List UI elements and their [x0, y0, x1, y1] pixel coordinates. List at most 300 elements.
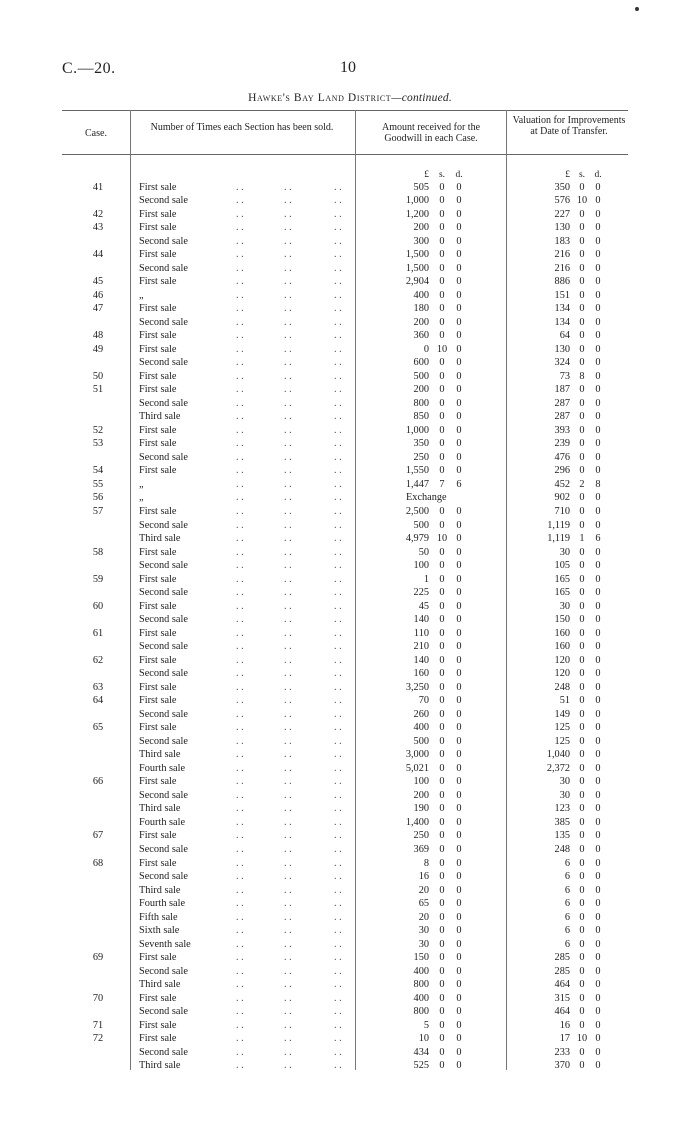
- valuation-shillings: 2: [579, 478, 585, 490]
- goodwill-pence: 0: [456, 884, 462, 896]
- goodwill-shillings: 0: [439, 1046, 445, 1058]
- valuation-pence: 0: [595, 627, 601, 639]
- table-row: Second sale . . . . . . 210 0 0 160 0 0: [0, 640, 700, 654]
- table-row: Second sale . . . . . . 100 0 0 105 0 0: [0, 559, 700, 573]
- goodwill-pounds: 150: [413, 952, 429, 964]
- valuation-shillings: 0: [579, 411, 585, 423]
- goodwill-shillings: 0: [439, 600, 445, 612]
- valuation-pence: 0: [595, 519, 601, 531]
- valuation-pence: 0: [595, 587, 601, 599]
- header-bottom-rule: [62, 154, 628, 155]
- goodwill-pounds: 3,000: [405, 749, 429, 761]
- table-row: Second sale . . . . . . 1,500 0 0 216 0 0: [0, 262, 700, 276]
- goodwill-shillings: 0: [439, 1033, 445, 1045]
- case-number: 66: [92, 776, 104, 788]
- table-row: 41 First sale . . . . . . 505 0 0 350 0 0: [0, 181, 700, 195]
- valuation-pounds: 452: [554, 478, 570, 490]
- sale-label: Fifth sale: [139, 911, 178, 923]
- sale-label: Seventh sale: [139, 938, 191, 950]
- goodwill-pounds: 1: [423, 573, 429, 585]
- goodwill-shillings: 0: [439, 505, 445, 517]
- goodwill-shillings: 0: [439, 992, 445, 1004]
- goodwill-pence: 0: [456, 505, 462, 517]
- goodwill-shillings: 0: [439, 560, 445, 572]
- valuation-shillings: 0: [579, 249, 585, 261]
- goodwill-pence: 0: [456, 249, 462, 261]
- valuation-shillings: 0: [579, 776, 585, 788]
- goodwill-shillings: 0: [439, 465, 445, 477]
- case-number: 65: [92, 722, 104, 734]
- sale-label: First sale: [139, 1033, 177, 1045]
- sale-label: „: [139, 289, 144, 301]
- goodwill-pence: 0: [456, 992, 462, 1004]
- valuation-pounds: 134: [554, 316, 570, 328]
- goodwill-shillings: 0: [439, 546, 445, 558]
- table-row: 50 First sale . . . . . . 500 0 0 73 8 0: [0, 370, 700, 384]
- goodwill-pence: 0: [456, 370, 462, 382]
- sale-label: First sale: [139, 1019, 177, 1031]
- table-row: 72 First sale . . . . . . 10 0 0 17 10 0: [0, 1032, 700, 1046]
- sale-label: First sale: [139, 330, 177, 342]
- valuation-shillings: 0: [579, 316, 585, 328]
- goodwill-pence: 0: [456, 235, 462, 247]
- valuation-pence: 8: [595, 478, 601, 490]
- valuation-pounds: 576: [554, 195, 570, 207]
- valuation-pence: 0: [595, 911, 601, 923]
- units-pence-valuation: d.: [594, 170, 602, 180]
- goodwill-text: Exchange: [406, 492, 447, 504]
- goodwill-pence: 0: [456, 614, 462, 626]
- valuation-shillings: 0: [579, 587, 585, 599]
- goodwill-pence: 0: [456, 654, 462, 666]
- sale-label: First sale: [139, 276, 177, 288]
- goodwill-pounds: 4,979: [405, 533, 429, 545]
- valuation-pence: 0: [595, 776, 601, 788]
- valuation-pounds: 17: [559, 1033, 570, 1045]
- goodwill-pounds: 190: [413, 803, 429, 815]
- valuation-pence: 0: [595, 411, 601, 423]
- goodwill-pence: 0: [456, 871, 462, 883]
- goodwill-pounds: 369: [413, 843, 429, 855]
- valuation-pence: 0: [595, 235, 601, 247]
- sale-label: First sale: [139, 370, 177, 382]
- valuation-pounds: 287: [554, 411, 570, 423]
- table-row: Second sale . . . . . . 1,000 0 0 576 10 0: [0, 194, 700, 208]
- valuation-pence: 0: [595, 762, 601, 774]
- goodwill-pounds: 65: [418, 898, 429, 910]
- goodwill-shillings: 0: [439, 451, 445, 463]
- valuation-pence: 0: [595, 438, 601, 450]
- valuation-pence: 0: [595, 370, 601, 382]
- goodwill-pence: 0: [456, 776, 462, 788]
- valuation-shillings: 0: [579, 925, 585, 937]
- valuation-shillings: 0: [579, 681, 585, 693]
- table-row: Second sale . . . . . . 300 0 0 183 0 0: [0, 235, 700, 249]
- table-row: Second sale . . . . . . 369 0 0 248 0 0: [0, 843, 700, 857]
- valuation-shillings: 0: [579, 816, 585, 828]
- valuation-pence: 0: [595, 816, 601, 828]
- goodwill-pence: 0: [456, 668, 462, 680]
- table-row: 71 First sale . . . . . . 5 0 0 16 0 0: [0, 1019, 700, 1033]
- valuation-shillings: 0: [579, 465, 585, 477]
- valuation-pence: 0: [595, 830, 601, 842]
- goodwill-pence: 0: [456, 276, 462, 288]
- sale-label: First sale: [139, 992, 177, 1004]
- goodwill-pounds: 800: [413, 979, 429, 991]
- valuation-shillings: 0: [579, 735, 585, 747]
- valuation-shillings: 0: [579, 789, 585, 801]
- goodwill-pence: 0: [456, 384, 462, 396]
- table-row: 46 „ . . . . . . 400 0 0 151 0 0: [0, 289, 700, 303]
- goodwill-pence: 0: [456, 289, 462, 301]
- goodwill-shillings: 0: [439, 289, 445, 301]
- goodwill-pence: 0: [456, 316, 462, 328]
- valuation-pounds: 2,372: [546, 762, 570, 774]
- valuation-pounds: 216: [554, 262, 570, 274]
- valuation-pounds: 120: [554, 668, 570, 680]
- valuation-pounds: 315: [554, 992, 570, 1004]
- table-row: 58 First sale . . . . . . 50 0 0 30 0 0: [0, 546, 700, 560]
- goodwill-shillings: 0: [439, 749, 445, 761]
- valuation-pounds: 248: [554, 681, 570, 693]
- table-row: 56 „ . . . . . . Exchange 902 0 0: [0, 491, 700, 505]
- valuation-shillings: 0: [579, 505, 585, 517]
- table-row: Fourth sale . . . . . . 1,400 0 0 385 0 0: [0, 816, 700, 830]
- goodwill-shillings: 0: [439, 1006, 445, 1018]
- units-pence: d.: [455, 170, 463, 180]
- table-row: 64 First sale . . . . . . 70 0 0 51 0 0: [0, 694, 700, 708]
- sale-label: First sale: [139, 857, 177, 869]
- ink-dot: [635, 7, 639, 11]
- goodwill-pence: 0: [456, 343, 462, 355]
- goodwill-pence: 0: [456, 397, 462, 409]
- goodwill-pence: 0: [456, 1046, 462, 1058]
- goodwill-pence: 0: [456, 708, 462, 720]
- table-row: Second sale . . . . . . 434 0 0 233 0 0: [0, 1046, 700, 1060]
- valuation-pounds: 134: [554, 303, 570, 315]
- goodwill-pounds: 30: [418, 938, 429, 950]
- case-number: 59: [92, 573, 104, 585]
- table-row: 60 First sale . . . . . . 45 0 0 30 0 0: [0, 600, 700, 614]
- case-number: 61: [92, 627, 104, 639]
- case-number: 71: [92, 1019, 104, 1031]
- sale-label: Second sale: [139, 871, 188, 883]
- goodwill-pence: 0: [456, 181, 462, 193]
- valuation-pence: 0: [595, 695, 601, 707]
- goodwill-pounds: 70: [418, 695, 429, 707]
- valuation-shillings: 0: [579, 992, 585, 1004]
- sale-label: Third sale: [139, 884, 181, 896]
- sale-label: Third sale: [139, 1060, 181, 1072]
- valuation-shillings: 0: [579, 1060, 585, 1072]
- goodwill-pounds: 505: [413, 181, 429, 193]
- valuation-shillings: 0: [579, 397, 585, 409]
- sale-label: First sale: [139, 654, 177, 666]
- goodwill-pounds: 200: [413, 384, 429, 396]
- valuation-pounds: 216: [554, 249, 570, 261]
- goodwill-shillings: 0: [439, 803, 445, 815]
- goodwill-pence: 0: [456, 938, 462, 950]
- valuation-pounds: 6: [564, 898, 570, 910]
- valuation-shillings: 0: [579, 276, 585, 288]
- case-number: 57: [92, 505, 104, 517]
- table-row: Sixth sale . . . . . . 30 0 0 6 0 0: [0, 924, 700, 938]
- valuation-shillings: 0: [579, 641, 585, 653]
- goodwill-pounds: 800: [413, 1006, 429, 1018]
- valuation-shillings: 0: [579, 357, 585, 369]
- sale-label: First sale: [139, 681, 177, 693]
- goodwill-shillings: 0: [439, 925, 445, 937]
- table-row: 62 First sale . . . . . . 140 0 0 120 0 0: [0, 654, 700, 668]
- goodwill-pence: 0: [456, 830, 462, 842]
- table-row: 49 First sale . . . . . . 0 10 0 130 0 0: [0, 343, 700, 357]
- table-row: Second sale . . . . . . 260 0 0 149 0 0: [0, 708, 700, 722]
- goodwill-shillings: 0: [439, 830, 445, 842]
- sale-label: Second sale: [139, 789, 188, 801]
- sale-label: First sale: [139, 438, 177, 450]
- table-row: Second sale . . . . . . 600 0 0 324 0 0: [0, 356, 700, 370]
- valuation-shillings: 0: [579, 546, 585, 558]
- goodwill-pounds: 200: [413, 789, 429, 801]
- valuation-pounds: 125: [554, 722, 570, 734]
- goodwill-pounds: 140: [413, 654, 429, 666]
- valuation-pence: 0: [595, 654, 601, 666]
- valuation-shillings: 0: [579, 695, 585, 707]
- valuation-pence: 0: [595, 884, 601, 896]
- goodwill-pounds: 2,500: [405, 505, 429, 517]
- page-number: 10: [340, 59, 356, 76]
- valuation-pence: 0: [595, 600, 601, 612]
- goodwill-shillings: 0: [439, 303, 445, 315]
- goodwill-shillings: 0: [439, 438, 445, 450]
- sale-label: Second sale: [139, 195, 188, 207]
- valuation-pence: 0: [595, 289, 601, 301]
- goodwill-pounds: 400: [413, 289, 429, 301]
- valuation-shillings: 0: [579, 965, 585, 977]
- valuation-pence: 0: [595, 303, 601, 315]
- valuation-shillings: 0: [579, 614, 585, 626]
- goodwill-shillings: 0: [439, 573, 445, 585]
- goodwill-pounds: 500: [413, 735, 429, 747]
- goodwill-pounds: 300: [413, 235, 429, 247]
- valuation-shillings: 0: [579, 208, 585, 220]
- goodwill-shillings: 0: [439, 762, 445, 774]
- valuation-shillings: 0: [579, 262, 585, 274]
- valuation-pounds: 30: [559, 546, 570, 558]
- sale-label: Third sale: [139, 533, 181, 545]
- sale-label: Second sale: [139, 519, 188, 531]
- case-number: 68: [92, 857, 104, 869]
- valuation-pounds: 16: [559, 1019, 570, 1031]
- goodwill-pounds: 250: [413, 451, 429, 463]
- table-row: Second sale . . . . . . 800 0 0 287 0 0: [0, 397, 700, 411]
- valuation-pence: 0: [595, 722, 601, 734]
- goodwill-pence: 0: [456, 1033, 462, 1045]
- sale-label: Second sale: [139, 708, 188, 720]
- sale-label: First sale: [139, 546, 177, 558]
- valuation-pounds: 64: [559, 330, 570, 342]
- valuation-pence: 0: [595, 871, 601, 883]
- goodwill-pence: 0: [456, 965, 462, 977]
- valuation-pounds: 710: [554, 505, 570, 517]
- valuation-pounds: 149: [554, 708, 570, 720]
- valuation-pence: 0: [595, 384, 601, 396]
- valuation-pence: 0: [595, 195, 601, 207]
- valuation-pence: 0: [595, 749, 601, 761]
- case-number: 49: [92, 343, 104, 355]
- goodwill-pence: 0: [456, 451, 462, 463]
- table-row: 57 First sale . . . . . . 2,500 0 0 710 0 0: [0, 505, 700, 519]
- goodwill-shillings: 0: [439, 262, 445, 274]
- table-row: Third sale . . . . . . 525 0 0 370 0 0: [0, 1059, 700, 1073]
- goodwill-pounds: 400: [413, 965, 429, 977]
- valuation-shillings: 0: [579, 803, 585, 815]
- sale-label: Third sale: [139, 749, 181, 761]
- valuation-pounds: 370: [554, 1060, 570, 1072]
- valuation-shillings: 0: [579, 654, 585, 666]
- valuation-pounds: 150: [554, 614, 570, 626]
- goodwill-shillings: 0: [439, 397, 445, 409]
- units-pounds: £: [424, 170, 429, 180]
- goodwill-pounds: 360: [413, 330, 429, 342]
- valuation-pence: 0: [595, 789, 601, 801]
- goodwill-shillings: 0: [439, 695, 445, 707]
- goodwill-pounds: 160: [413, 668, 429, 680]
- valuation-shillings: 0: [579, 708, 585, 720]
- case-number: 50: [92, 370, 104, 382]
- page-title: [0, 92, 700, 104]
- valuation-shillings: 0: [579, 222, 585, 234]
- sale-label: Third sale: [139, 411, 181, 423]
- case-number: 72: [92, 1033, 104, 1045]
- goodwill-pounds: 1,550: [405, 465, 429, 477]
- goodwill-pence: 0: [456, 303, 462, 315]
- goodwill-pence: 0: [456, 262, 462, 274]
- valuation-shillings: 0: [579, 898, 585, 910]
- goodwill-shillings: 0: [439, 370, 445, 382]
- valuation-shillings: 0: [579, 871, 585, 883]
- goodwill-pounds: 100: [413, 776, 429, 788]
- valuation-pence: 0: [595, 681, 601, 693]
- goodwill-pence: 0: [456, 573, 462, 585]
- valuation-shillings: 0: [579, 979, 585, 991]
- valuation-shillings: 8: [579, 370, 585, 382]
- sale-label: Second sale: [139, 262, 188, 274]
- table-row: Second sale . . . . . . 140 0 0 150 0 0: [0, 613, 700, 627]
- goodwill-pounds: 20: [418, 911, 429, 923]
- case-number: 51: [92, 384, 104, 396]
- goodwill-pounds: 100: [413, 560, 429, 572]
- valuation-pounds: 30: [559, 600, 570, 612]
- title-continued: —continued.: [391, 92, 452, 104]
- valuation-pence: 0: [595, 803, 601, 815]
- sale-label: Second sale: [139, 560, 188, 572]
- table-row: 51 First sale . . . . . . 200 0 0 187 0 0: [0, 383, 700, 397]
- valuation-shillings: 0: [579, 884, 585, 896]
- valuation-pence: 0: [595, 708, 601, 720]
- valuation-pounds: 120: [554, 654, 570, 666]
- goodwill-pounds: 400: [413, 992, 429, 1004]
- valuation-pounds: 123: [554, 803, 570, 815]
- goodwill-shillings: 0: [439, 871, 445, 883]
- sale-label: Second sale: [139, 397, 188, 409]
- case-number: 60: [92, 600, 104, 612]
- case-number: 56: [92, 492, 104, 504]
- goodwill-pounds: 1,500: [405, 262, 429, 274]
- table-top-rule: [62, 110, 628, 111]
- valuation-shillings: 0: [579, 911, 585, 923]
- sale-label: Sixth sale: [139, 925, 180, 937]
- table-row: Third sale . . . . . . 800 0 0 464 0 0: [0, 978, 700, 992]
- goodwill-pounds: 5,021: [405, 762, 429, 774]
- sale-label: Second sale: [139, 668, 188, 680]
- table-row: Third sale . . . . . . 20 0 0 6 0 0: [0, 884, 700, 898]
- valuation-pounds: 165: [554, 587, 570, 599]
- valuation-pence: 0: [595, 397, 601, 409]
- table-row: 65 First sale . . . . . . 400 0 0 125 0 0: [0, 721, 700, 735]
- case-number: 41: [92, 181, 104, 193]
- goodwill-pence: 0: [456, 911, 462, 923]
- goodwill-pounds: 30: [418, 925, 429, 937]
- sale-label: Second sale: [139, 735, 188, 747]
- goodwill-shillings: 0: [439, 789, 445, 801]
- goodwill-shillings: 0: [439, 843, 445, 855]
- valuation-pounds: 6: [564, 857, 570, 869]
- case-number: 63: [92, 681, 104, 693]
- valuation-pounds: 886: [554, 276, 570, 288]
- goodwill-pence: 0: [456, 222, 462, 234]
- table-row: Second sale . . . . . . 200 0 0 134 0 0: [0, 316, 700, 330]
- sale-label: Fourth sale: [139, 816, 186, 828]
- goodwill-shillings: 0: [439, 708, 445, 720]
- table-row: Second sale . . . . . . 160 0 0 120 0 0: [0, 667, 700, 681]
- valuation-shillings: 0: [579, 1006, 585, 1018]
- table-row: Second sale . . . . . . 500 0 0 1,119 0 0: [0, 519, 700, 533]
- goodwill-shillings: 0: [439, 411, 445, 423]
- goodwill-shillings: 0: [439, 249, 445, 261]
- valuation-pence: 0: [595, 1060, 601, 1072]
- goodwill-pence: 0: [456, 208, 462, 220]
- valuation-shillings: 0: [579, 330, 585, 342]
- case-number: 58: [92, 546, 104, 558]
- table-row: Second sale . . . . . . 800 0 0 464 0 0: [0, 1005, 700, 1019]
- sale-label: Second sale: [139, 235, 188, 247]
- goodwill-pounds: 210: [413, 641, 429, 653]
- valuation-pounds: 160: [554, 641, 570, 653]
- goodwill-pence: 0: [456, 735, 462, 747]
- goodwill-shillings: 0: [439, 816, 445, 828]
- valuation-pounds: 105: [554, 560, 570, 572]
- sale-label: First sale: [139, 830, 177, 842]
- valuation-shillings: 0: [579, 424, 585, 436]
- goodwill-pence: 0: [456, 330, 462, 342]
- valuation-pounds: 51: [559, 695, 570, 707]
- table-row: Second sale . . . . . . 200 0 0 30 0 0: [0, 789, 700, 803]
- goodwill-pence: 0: [456, 560, 462, 572]
- valuation-pounds: 287: [554, 397, 570, 409]
- valuation-shillings: 0: [579, 303, 585, 315]
- goodwill-shillings: 0: [439, 898, 445, 910]
- valuation-pence: 0: [595, 925, 601, 937]
- sale-label: Fourth sale: [139, 898, 186, 910]
- valuation-shillings: 0: [579, 343, 585, 355]
- table-row: 55 „ . . . . . . 1,447 7 6 452 2 8: [0, 478, 700, 492]
- valuation-pence: 0: [595, 276, 601, 288]
- sale-label: First sale: [139, 695, 177, 707]
- table-row: 45 First sale . . . . . . 2,904 0 0 886 0 0: [0, 275, 700, 289]
- goodwill-shillings: 10: [436, 343, 448, 355]
- sale-label: Second sale: [139, 614, 188, 626]
